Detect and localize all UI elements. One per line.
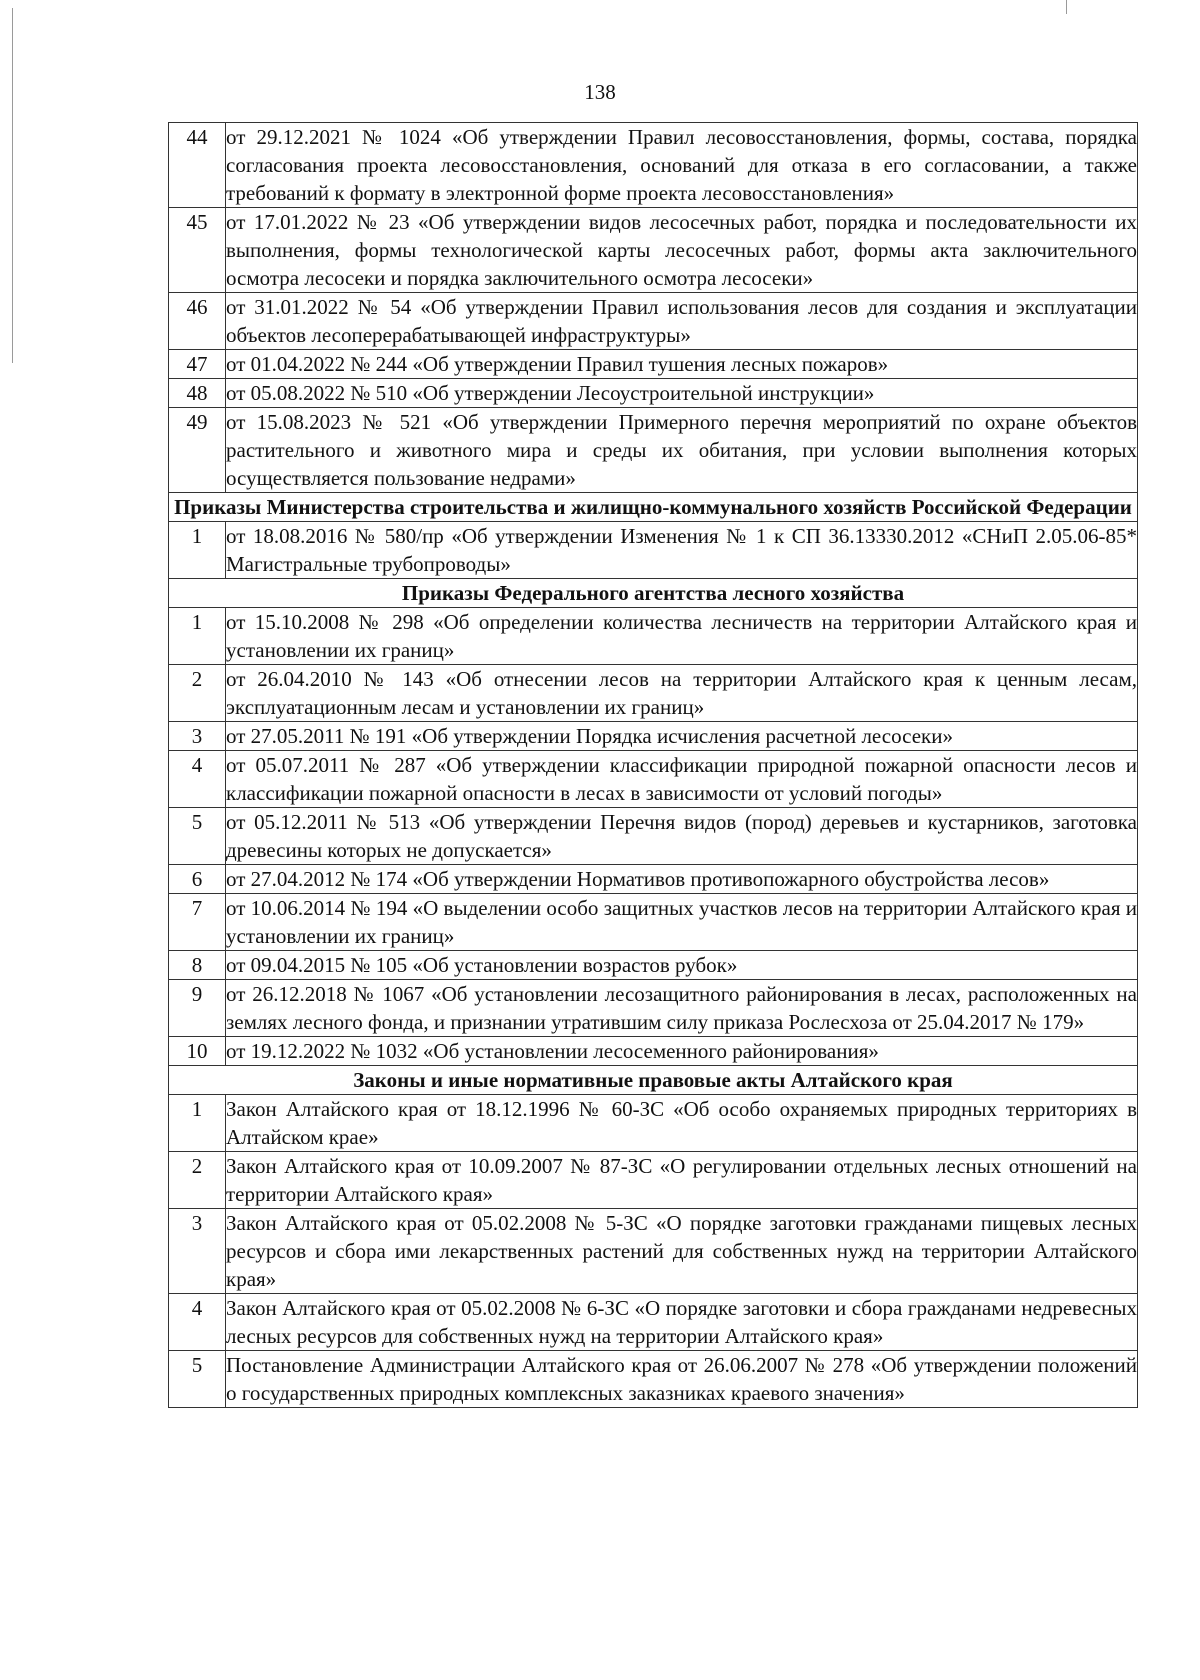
row-number: 6 <box>169 865 226 894</box>
row-number: 7 <box>169 894 226 951</box>
row-text: от 29.12.2021 № 1024 «Об утверждении Правил лесовосстановления, формы, состава, порядка согласования проекта лесовосстановления, оснований для отказа в его согласовании, а также требований к формату в электронной форме проекта лесовосстановления» <box>226 123 1138 208</box>
table-row <box>169 665 1138 722</box>
row-number: 2 <box>169 1152 226 1209</box>
document-table <box>168 122 1138 1408</box>
row-text: от 18.08.2016 № 580/пр «Об утверждении Изменения № 1 к СП 36.13330.2012 «СНиП 2.05.06-85* Магистральные трубопроводы» <box>226 522 1138 579</box>
section-title: Законы и иные нормативные правовые акты Алтайского края <box>169 1066 1138 1095</box>
row-number: 9 <box>169 980 226 1037</box>
row-text: от 27.05.2011 № 191 «Об утверждении Порядка исчисления расчетной лесосеки» <box>226 722 1138 751</box>
row-number: 10 <box>169 1037 226 1066</box>
row-text: Закон Алтайского края от 18.12.1996 № 60-ЗС «Об особо охраняемых природных территориях в Алтайском крае» <box>226 1095 1138 1152</box>
row-text: от 10.06.2014 № 194 «О выделении особо защитных участков лесов на территории Алтайского края и установлении их границ» <box>226 894 1138 951</box>
table-row <box>169 980 1138 1037</box>
row-text: от 01.04.2022 № 244 «Об утверждении Правил тушения лесных пожаров» <box>226 350 1138 379</box>
row-text: от 05.12.2011 № 513 «Об утверждении Перечня видов (пород) деревьев и кустарников, заготовка древесины которых не допускается» <box>226 808 1138 865</box>
row-number: 2 <box>169 665 226 722</box>
table-row <box>169 293 1138 350</box>
section-title: Приказы Федерального агентства лесного хозяйства <box>169 579 1138 608</box>
row-number: 1 <box>169 1095 226 1152</box>
row-number: 44 <box>169 123 226 208</box>
row-number: 5 <box>169 808 226 865</box>
table-row <box>169 408 1138 493</box>
table-row <box>169 123 1138 208</box>
table-row <box>169 522 1138 579</box>
table-row <box>169 751 1138 808</box>
table-row <box>169 608 1138 665</box>
row-number: 45 <box>169 208 226 293</box>
table-row <box>169 1294 1138 1351</box>
row-number: 3 <box>169 722 226 751</box>
row-number: 3 <box>169 1209 226 1294</box>
section-title: Приказы Министерства строительства и жилищно-коммунального хозяйств Российской Федерации <box>169 493 1138 522</box>
table-row <box>169 865 1138 894</box>
row-text: от 26.04.2010 № 143 «Об отнесении лесов на территории Алтайского края к ценным лесам, эксплуатационным лесам и установлении их границ» <box>226 665 1138 722</box>
section-header-row <box>169 579 1138 608</box>
table-row <box>169 722 1138 751</box>
row-text: Закон Алтайского края от 10.09.2007 № 87-ЗС «О регулировании отдельных лесных отношений на территории Алтайского края» <box>226 1152 1138 1209</box>
row-text: Закон Алтайского края от 05.02.2008 № 5-ЗС «О порядке заготовки гражданами пищевых лесных ресурсов и сбора ими лекарственных растений для собственных нужд на территории Алтайского края» <box>226 1209 1138 1294</box>
section-header-row <box>169 1066 1138 1095</box>
row-text: от 05.07.2011 № 287 «Об утверждении классификации природной пожарной опасности лесов и классификации пожарной опасности в лесах в зависимости от условий погоды» <box>226 751 1138 808</box>
table-row <box>169 1152 1138 1209</box>
table-row <box>169 951 1138 980</box>
row-number: 1 <box>169 522 226 579</box>
row-number: 49 <box>169 408 226 493</box>
row-text: от 15.08.2023 № 521 «Об утверждении Примерного перечня мероприятий по охране объектов растительного и животного мира и среды их обитания, при условии выполнения которых осуществляется пользование недрами» <box>226 408 1138 493</box>
table-row <box>169 1037 1138 1066</box>
scan-edge-line-top <box>1066 0 1067 14</box>
section-header-row <box>169 493 1138 522</box>
row-text: Постановление Администрации Алтайского края от 26.06.2007 № 278 «Об утверждении положений о государственных природных комплексных заказниках краевого значения» <box>226 1351 1138 1408</box>
table-row <box>169 894 1138 951</box>
page-number: 138 <box>584 80 616 104</box>
document-table-body <box>169 123 1138 1408</box>
row-number: 47 <box>169 350 226 379</box>
row-text: от 09.04.2015 № 105 «Об установлении возрастов рубок» <box>226 951 1138 980</box>
table-row <box>169 208 1138 293</box>
table-row <box>169 1209 1138 1294</box>
row-text: Закон Алтайского края от 05.02.2008 № 6-ЗС «О порядке заготовки и сбора гражданами недревесных лесных ресурсов для собственных нужд на территории Алтайского края» <box>226 1294 1138 1351</box>
row-text: от 15.10.2008 № 298 «Об определении количества лесничеств на территории Алтайского края и установлении их границ» <box>226 608 1138 665</box>
row-text: от 17.01.2022 № 23 «Об утверждении видов лесосечных работ, порядка и последовательности их выполнения, формы технологической карты лесосечных работ, формы акта заключительного осмотра лесосеки и порядка заключительного осмотра лесосеки» <box>226 208 1138 293</box>
row-text: от 27.04.2012 № 174 «Об утверждении Нормативов противопожарного обустройства лесов» <box>226 865 1138 894</box>
table-row <box>169 1095 1138 1152</box>
row-text: от 31.01.2022 № 54 «Об утверждении Правил использования лесов для создания и эксплуатации объектов лесоперерабатывающей инфраструктуры» <box>226 293 1138 350</box>
scan-edge-line-left <box>12 8 13 363</box>
table-row <box>169 808 1138 865</box>
row-text: от 05.08.2022 № 510 «Об утверждении Лесоустроительной инструкции» <box>226 379 1138 408</box>
row-number: 46 <box>169 293 226 350</box>
table-row <box>169 379 1138 408</box>
row-number: 4 <box>169 751 226 808</box>
row-text: от 19.12.2022 № 1032 «Об установлении лесосеменного районирования» <box>226 1037 1138 1066</box>
row-number: 8 <box>169 951 226 980</box>
table-row <box>169 1351 1138 1408</box>
row-number: 5 <box>169 1351 226 1408</box>
table-row <box>169 350 1138 379</box>
row-number: 48 <box>169 379 226 408</box>
row-number: 4 <box>169 1294 226 1351</box>
row-number: 1 <box>169 608 226 665</box>
row-text: от 26.12.2018 № 1067 «Об установлении лесозащитного районирования в лесах, расположенных на землях лесного фонда, и признании утратившим силу приказа Рослесхоза от 25.04.2017 № 179» <box>226 980 1138 1037</box>
